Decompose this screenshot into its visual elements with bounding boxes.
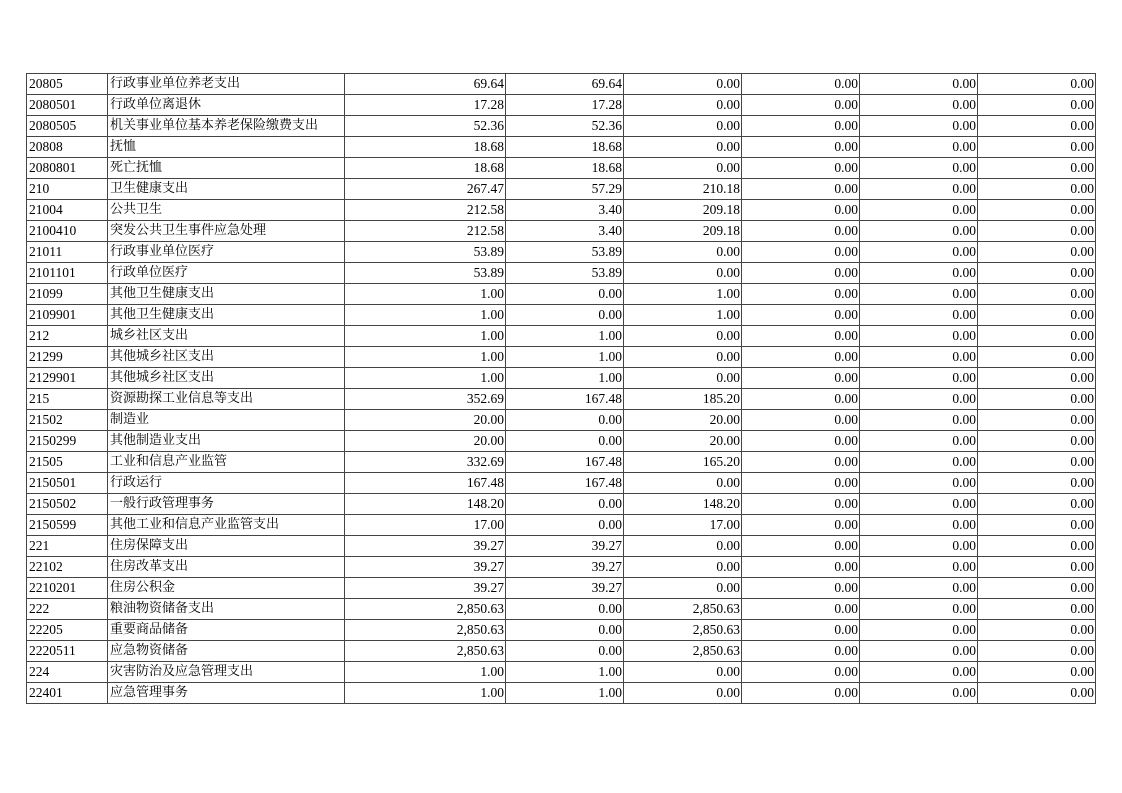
amount-cell: 0.00: [742, 368, 860, 389]
amount-cell: 0.00: [624, 473, 742, 494]
amount-cell: 185.20: [624, 389, 742, 410]
amount-cell: 0.00: [860, 536, 978, 557]
table-row: [27, 95, 1096, 116]
subject-code-cell: 20805: [27, 74, 108, 95]
subject-code-cell: 2210201: [27, 578, 108, 599]
amount-cell: 1.00: [624, 305, 742, 326]
amount-cell: 1.00: [345, 662, 506, 683]
amount-cell: 0.00: [624, 368, 742, 389]
amount-cell: 1.00: [506, 662, 624, 683]
table-row: [27, 452, 1096, 473]
amount-cell: 0.00: [860, 578, 978, 599]
amount-cell: 267.47: [345, 179, 506, 200]
amount-cell: 0.00: [978, 368, 1096, 389]
amount-cell: 0.00: [978, 389, 1096, 410]
amount-cell: 0.00: [860, 347, 978, 368]
amount-cell: 39.27: [345, 536, 506, 557]
table-row: [27, 347, 1096, 368]
table-row: [27, 620, 1096, 641]
amount-cell: 0.00: [978, 263, 1096, 284]
amount-cell: 0.00: [506, 599, 624, 620]
amount-cell: 0.00: [742, 221, 860, 242]
amount-cell: 0.00: [624, 578, 742, 599]
amount-cell: 1.00: [345, 368, 506, 389]
amount-cell: 1.00: [345, 347, 506, 368]
amount-cell: 0.00: [742, 410, 860, 431]
amount-cell: 0.00: [742, 305, 860, 326]
amount-cell: 39.27: [506, 578, 624, 599]
amount-cell: 53.89: [506, 242, 624, 263]
amount-cell: 53.89: [345, 263, 506, 284]
amount-cell: 0.00: [860, 200, 978, 221]
amount-cell: 167.48: [506, 473, 624, 494]
amount-cell: 0.00: [742, 284, 860, 305]
amount-cell: 0.00: [978, 410, 1096, 431]
amount-cell: 0.00: [742, 431, 860, 452]
subject-code-cell: 21505: [27, 452, 108, 473]
amount-cell: 212.58: [345, 200, 506, 221]
amount-cell: 0.00: [978, 641, 1096, 662]
amount-cell: 167.48: [506, 389, 624, 410]
amount-cell: 0.00: [742, 557, 860, 578]
subject-code-cell: 21502: [27, 410, 108, 431]
amount-cell: 1.00: [624, 284, 742, 305]
amount-cell: 0.00: [742, 662, 860, 683]
amount-cell: 0.00: [978, 515, 1096, 536]
subject-code-cell: 210: [27, 179, 108, 200]
amount-cell: 0.00: [978, 620, 1096, 641]
table-row: [27, 578, 1096, 599]
amount-cell: 352.69: [345, 389, 506, 410]
amount-cell: 0.00: [742, 95, 860, 116]
table-row: [27, 179, 1096, 200]
table-row: [27, 431, 1096, 452]
subject-name-cell: 住房公积金: [108, 578, 345, 599]
subject-name-cell: 行政单位医疗: [108, 263, 345, 284]
subject-code-cell: 2080505: [27, 116, 108, 137]
subject-name-cell: 其他卫生健康支出: [108, 284, 345, 305]
amount-cell: 3.40: [506, 221, 624, 242]
amount-cell: 0.00: [978, 137, 1096, 158]
subject-code-cell: 21299: [27, 347, 108, 368]
subject-name-cell: 行政运行: [108, 473, 345, 494]
subject-name-cell: 重要商品储备: [108, 620, 345, 641]
table-row: [27, 494, 1096, 515]
amount-cell: 0.00: [742, 74, 860, 95]
subject-name-cell: 制造业: [108, 410, 345, 431]
amount-cell: 0.00: [978, 221, 1096, 242]
amount-cell: 0.00: [978, 347, 1096, 368]
subject-name-cell: 资源勘探工业信息等支出: [108, 389, 345, 410]
subject-name-cell: 其他卫生健康支出: [108, 305, 345, 326]
subject-name-cell: 应急管理事务: [108, 683, 345, 704]
table-row: [27, 74, 1096, 95]
amount-cell: 0.00: [506, 431, 624, 452]
table-row: [27, 410, 1096, 431]
table-row: [27, 536, 1096, 557]
amount-cell: 0.00: [860, 515, 978, 536]
table-row: [27, 221, 1096, 242]
subject-name-cell: 住房改革支出: [108, 557, 345, 578]
subject-name-cell: 城乡社区支出: [108, 326, 345, 347]
amount-cell: 0.00: [624, 242, 742, 263]
amount-cell: 0.00: [860, 431, 978, 452]
amount-cell: 0.00: [860, 410, 978, 431]
table-row: [27, 389, 1096, 410]
amount-cell: 0.00: [624, 137, 742, 158]
subject-code-cell: 21004: [27, 200, 108, 221]
amount-cell: 17.28: [345, 95, 506, 116]
amount-cell: 0.00: [978, 305, 1096, 326]
amount-cell: 0.00: [742, 578, 860, 599]
subject-code-cell: 221: [27, 536, 108, 557]
amount-cell: 0.00: [978, 599, 1096, 620]
amount-cell: 0.00: [506, 305, 624, 326]
amount-cell: 0.00: [978, 662, 1096, 683]
table-row: [27, 662, 1096, 683]
amount-cell: 53.89: [345, 242, 506, 263]
amount-cell: 0.00: [506, 284, 624, 305]
amount-cell: 0.00: [742, 641, 860, 662]
amount-cell: 2,850.63: [345, 641, 506, 662]
amount-cell: 1.00: [345, 284, 506, 305]
amount-cell: 0.00: [742, 179, 860, 200]
amount-cell: 0.00: [978, 74, 1096, 95]
amount-cell: 0.00: [506, 515, 624, 536]
amount-cell: 0.00: [860, 284, 978, 305]
amount-cell: 3.40: [506, 200, 624, 221]
amount-cell: 0.00: [860, 662, 978, 683]
subject-name-cell: 其他工业和信息产业监管支出: [108, 515, 345, 536]
amount-cell: 0.00: [742, 620, 860, 641]
amount-cell: 0.00: [624, 557, 742, 578]
amount-cell: 0.00: [624, 536, 742, 557]
amount-cell: 39.27: [506, 557, 624, 578]
amount-cell: 18.68: [345, 137, 506, 158]
amount-cell: 0.00: [860, 158, 978, 179]
amount-cell: 0.00: [860, 368, 978, 389]
amount-cell: 165.20: [624, 452, 742, 473]
subject-code-cell: 2150299: [27, 431, 108, 452]
subject-code-cell: 2150599: [27, 515, 108, 536]
amount-cell: 0.00: [624, 662, 742, 683]
amount-cell: 0.00: [624, 74, 742, 95]
subject-name-cell: 一般行政管理事务: [108, 494, 345, 515]
amount-cell: 0.00: [860, 599, 978, 620]
subject-name-cell: 其他制造业支出: [108, 431, 345, 452]
subject-code-cell: 2100410: [27, 221, 108, 242]
amount-cell: 0.00: [978, 200, 1096, 221]
amount-cell: 0.00: [506, 494, 624, 515]
amount-cell: 0.00: [860, 620, 978, 641]
amount-cell: 0.00: [742, 326, 860, 347]
subject-code-cell: 22102: [27, 557, 108, 578]
amount-cell: 2,850.63: [345, 620, 506, 641]
amount-cell: 0.00: [624, 116, 742, 137]
amount-cell: 209.18: [624, 200, 742, 221]
amount-cell: 0.00: [860, 641, 978, 662]
amount-cell: 0.00: [742, 263, 860, 284]
expenditure-table: [26, 73, 1096, 704]
amount-cell: 2,850.63: [345, 599, 506, 620]
subject-code-cell: 22205: [27, 620, 108, 641]
amount-cell: 1.00: [506, 683, 624, 704]
amount-cell: 0.00: [860, 263, 978, 284]
amount-cell: 1.00: [345, 305, 506, 326]
subject-name-cell: 其他城乡社区支出: [108, 347, 345, 368]
table-row: [27, 116, 1096, 137]
amount-cell: 0.00: [860, 326, 978, 347]
subject-code-cell: 21011: [27, 242, 108, 263]
amount-cell: 0.00: [860, 74, 978, 95]
amount-cell: 0.00: [506, 410, 624, 431]
amount-cell: 0.00: [860, 242, 978, 263]
subject-name-cell: 机关事业单位基本养老保险缴费支出: [108, 116, 345, 137]
amount-cell: 0.00: [860, 452, 978, 473]
amount-cell: 0.00: [978, 242, 1096, 263]
amount-cell: 0.00: [978, 95, 1096, 116]
amount-cell: 0.00: [742, 536, 860, 557]
subject-name-cell: 公共卫生: [108, 200, 345, 221]
amount-cell: 148.20: [624, 494, 742, 515]
amount-cell: 0.00: [978, 431, 1096, 452]
table-row: [27, 263, 1096, 284]
amount-cell: 17.28: [506, 95, 624, 116]
amount-cell: 2,850.63: [624, 641, 742, 662]
amount-cell: 0.00: [506, 620, 624, 641]
amount-cell: 0.00: [978, 452, 1096, 473]
subject-code-cell: 224: [27, 662, 108, 683]
table-row: [27, 158, 1096, 179]
amount-cell: 0.00: [742, 242, 860, 263]
amount-cell: 20.00: [345, 410, 506, 431]
amount-cell: 57.29: [506, 179, 624, 200]
amount-cell: 0.00: [978, 158, 1096, 179]
amount-cell: 0.00: [860, 557, 978, 578]
amount-cell: 0.00: [742, 683, 860, 704]
amount-cell: 20.00: [624, 431, 742, 452]
subject-code-cell: 20808: [27, 137, 108, 158]
subject-code-cell: 2150501: [27, 473, 108, 494]
amount-cell: 20.00: [624, 410, 742, 431]
subject-code-cell: 222: [27, 599, 108, 620]
table-row: [27, 326, 1096, 347]
subject-name-cell: 其他城乡社区支出: [108, 368, 345, 389]
amount-cell: 0.00: [742, 116, 860, 137]
amount-cell: 332.69: [345, 452, 506, 473]
amount-cell: 0.00: [978, 179, 1096, 200]
subject-code-cell: 212: [27, 326, 108, 347]
amount-cell: 0.00: [860, 95, 978, 116]
subject-name-cell: 行政单位离退休: [108, 95, 345, 116]
subject-code-cell: 2101101: [27, 263, 108, 284]
subject-code-cell: 215: [27, 389, 108, 410]
amount-cell: 69.64: [345, 74, 506, 95]
amount-cell: 212.58: [345, 221, 506, 242]
amount-cell: 0.00: [742, 389, 860, 410]
table-row: [27, 242, 1096, 263]
amount-cell: 0.00: [742, 452, 860, 473]
subject-code-cell: 2150502: [27, 494, 108, 515]
amount-cell: 18.68: [345, 158, 506, 179]
amount-cell: 0.00: [742, 347, 860, 368]
amount-cell: 39.27: [345, 578, 506, 599]
table-row: [27, 599, 1096, 620]
subject-name-cell: 行政事业单位医疗: [108, 242, 345, 263]
amount-cell: 1.00: [345, 326, 506, 347]
amount-cell: 167.48: [506, 452, 624, 473]
amount-cell: 167.48: [345, 473, 506, 494]
subject-code-cell: 21099: [27, 284, 108, 305]
amount-cell: 52.36: [506, 116, 624, 137]
amount-cell: 0.00: [860, 305, 978, 326]
amount-cell: 0.00: [978, 494, 1096, 515]
amount-cell: 209.18: [624, 221, 742, 242]
subject-name-cell: 行政事业单位养老支出: [108, 74, 345, 95]
amount-cell: 18.68: [506, 158, 624, 179]
amount-cell: 0.00: [624, 326, 742, 347]
amount-cell: 0.00: [506, 641, 624, 662]
amount-cell: 0.00: [978, 326, 1096, 347]
subject-code-cell: 2080801: [27, 158, 108, 179]
amount-cell: 1.00: [506, 368, 624, 389]
amount-cell: 0.00: [978, 284, 1096, 305]
amount-cell: 1.00: [506, 326, 624, 347]
amount-cell: 2,850.63: [624, 620, 742, 641]
subject-code-cell: 2220511: [27, 641, 108, 662]
amount-cell: 17.00: [345, 515, 506, 536]
subject-name-cell: 抚恤: [108, 137, 345, 158]
table-row: [27, 683, 1096, 704]
amount-cell: 0.00: [624, 158, 742, 179]
amount-cell: 0.00: [742, 137, 860, 158]
amount-cell: 0.00: [624, 263, 742, 284]
subject-name-cell: 突发公共卫生事件应急处理: [108, 221, 345, 242]
amount-cell: 69.64: [506, 74, 624, 95]
table-row: [27, 284, 1096, 305]
amount-cell: 0.00: [978, 536, 1096, 557]
amount-cell: 53.89: [506, 263, 624, 284]
amount-cell: 0.00: [624, 347, 742, 368]
amount-cell: 39.27: [506, 536, 624, 557]
amount-cell: 39.27: [345, 557, 506, 578]
table-row: [27, 368, 1096, 389]
amount-cell: 0.00: [860, 683, 978, 704]
amount-cell: 0.00: [978, 557, 1096, 578]
amount-cell: 0.00: [860, 179, 978, 200]
amount-cell: 0.00: [742, 599, 860, 620]
amount-cell: 0.00: [860, 116, 978, 137]
amount-cell: 0.00: [742, 158, 860, 179]
amount-cell: 0.00: [742, 473, 860, 494]
table-body: [27, 74, 1096, 704]
subject-name-cell: 应急物资储备: [108, 641, 345, 662]
subject-code-cell: 2129901: [27, 368, 108, 389]
amount-cell: 210.18: [624, 179, 742, 200]
amount-cell: 0.00: [742, 515, 860, 536]
amount-cell: 0.00: [860, 221, 978, 242]
table-row: [27, 641, 1096, 662]
amount-cell: 1.00: [506, 347, 624, 368]
subject-name-cell: 死亡抚恤: [108, 158, 345, 179]
table-row: [27, 473, 1096, 494]
amount-cell: 0.00: [978, 683, 1096, 704]
amount-cell: 0.00: [860, 473, 978, 494]
amount-cell: 148.20: [345, 494, 506, 515]
table-row: [27, 137, 1096, 158]
subject-code-cell: 2080501: [27, 95, 108, 116]
amount-cell: 0.00: [860, 137, 978, 158]
table-row: [27, 200, 1096, 221]
subject-name-cell: 住房保障支出: [108, 536, 345, 557]
amount-cell: 0.00: [742, 494, 860, 515]
amount-cell: 0.00: [978, 578, 1096, 599]
subject-code-cell: 2109901: [27, 305, 108, 326]
amount-cell: 18.68: [506, 137, 624, 158]
subject-name-cell: 卫生健康支出: [108, 179, 345, 200]
amount-cell: 0.00: [860, 389, 978, 410]
amount-cell: 0.00: [624, 683, 742, 704]
amount-cell: 0.00: [624, 95, 742, 116]
amount-cell: 2,850.63: [624, 599, 742, 620]
subject-name-cell: 粮油物资储备支出: [108, 599, 345, 620]
amount-cell: 52.36: [345, 116, 506, 137]
amount-cell: 1.00: [345, 683, 506, 704]
subject-code-cell: 22401: [27, 683, 108, 704]
amount-cell: 17.00: [624, 515, 742, 536]
subject-name-cell: 灾害防治及应急管理支出: [108, 662, 345, 683]
table-row: [27, 515, 1096, 536]
table-row: [27, 305, 1096, 326]
amount-cell: 0.00: [742, 200, 860, 221]
amount-cell: 0.00: [978, 473, 1096, 494]
amount-cell: 0.00: [978, 116, 1096, 137]
subject-name-cell: 工业和信息产业监管: [108, 452, 345, 473]
amount-cell: 20.00: [345, 431, 506, 452]
table-row: [27, 557, 1096, 578]
amount-cell: 0.00: [860, 494, 978, 515]
